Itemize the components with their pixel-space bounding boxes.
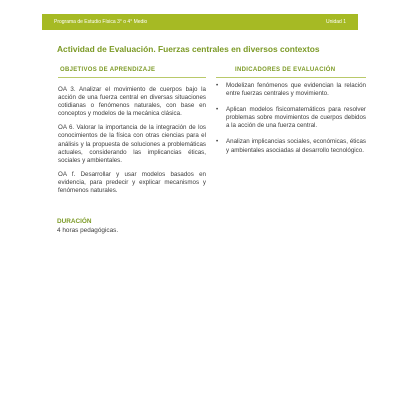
indicators-list <box>216 82 366 163</box>
objective-oa6: OA 6. Valorar la importancia de la integración de los conocimientos de la física con otras ciencias para el análisis y la propuesta de soluciones a problemáticas actuales, considerando las implicancias éticas, sociales y ambientales. <box>58 124 206 164</box>
objectives-divider <box>58 77 206 78</box>
bullet-icon: • <box>216 106 219 114</box>
objectives-heading: OBJETIVOS DE APRENDIZAJE <box>60 67 156 73</box>
objective-oa3: OA 3. Analizar el movimiento de cuerpos bajo la acción de una fuerza central en diversas situaciones cotidianas o fenómenos naturales, con base en conceptos y modelos de la mecánica clásica. <box>58 86 206 118</box>
objective-oaf: OA f. Desarrollar y usar modelos basados en evidencia, para predecir y explicar mecanismos y fenómenos naturales. <box>58 170 206 195</box>
duration-label: DURACIÓN <box>57 218 92 225</box>
unit-label: Unidad 1 <box>325 19 346 25</box>
header-bar <box>42 14 358 30</box>
activity-title: Actividad de Evaluación. Fuerzas centrales en diversos contextos <box>57 44 320 54</box>
bullet-icon: • <box>216 138 219 146</box>
objectives-section <box>58 86 206 201</box>
indicator-text: Modelizan fenómenos que evidencian la relación entre fuerzas centrales y movimiento. <box>226 82 366 98</box>
indicators-divider <box>216 77 366 78</box>
duration-value: 4 horas pedagógicas. <box>57 227 119 234</box>
indicator-text: Analizan implicancias sociales, económicas, éticas y ambientales asociadas al desarrollo tecnológico. <box>226 138 366 154</box>
program-name: Programa de Estudio Física 3° o 4° Medio <box>54 19 148 25</box>
indicator-text: Aplican modelos fisicomatemáticos para resolver problemas sobre movimientos de cuerpos debidos a la acción de una fuerza central. <box>226 106 366 130</box>
indicator-item <box>216 106 366 130</box>
indicator-item <box>216 138 366 154</box>
indicators-heading: INDICADORES DE EVALUACIÓN <box>235 67 336 73</box>
indicator-item <box>216 82 366 98</box>
bullet-icon: • <box>216 82 219 89</box>
